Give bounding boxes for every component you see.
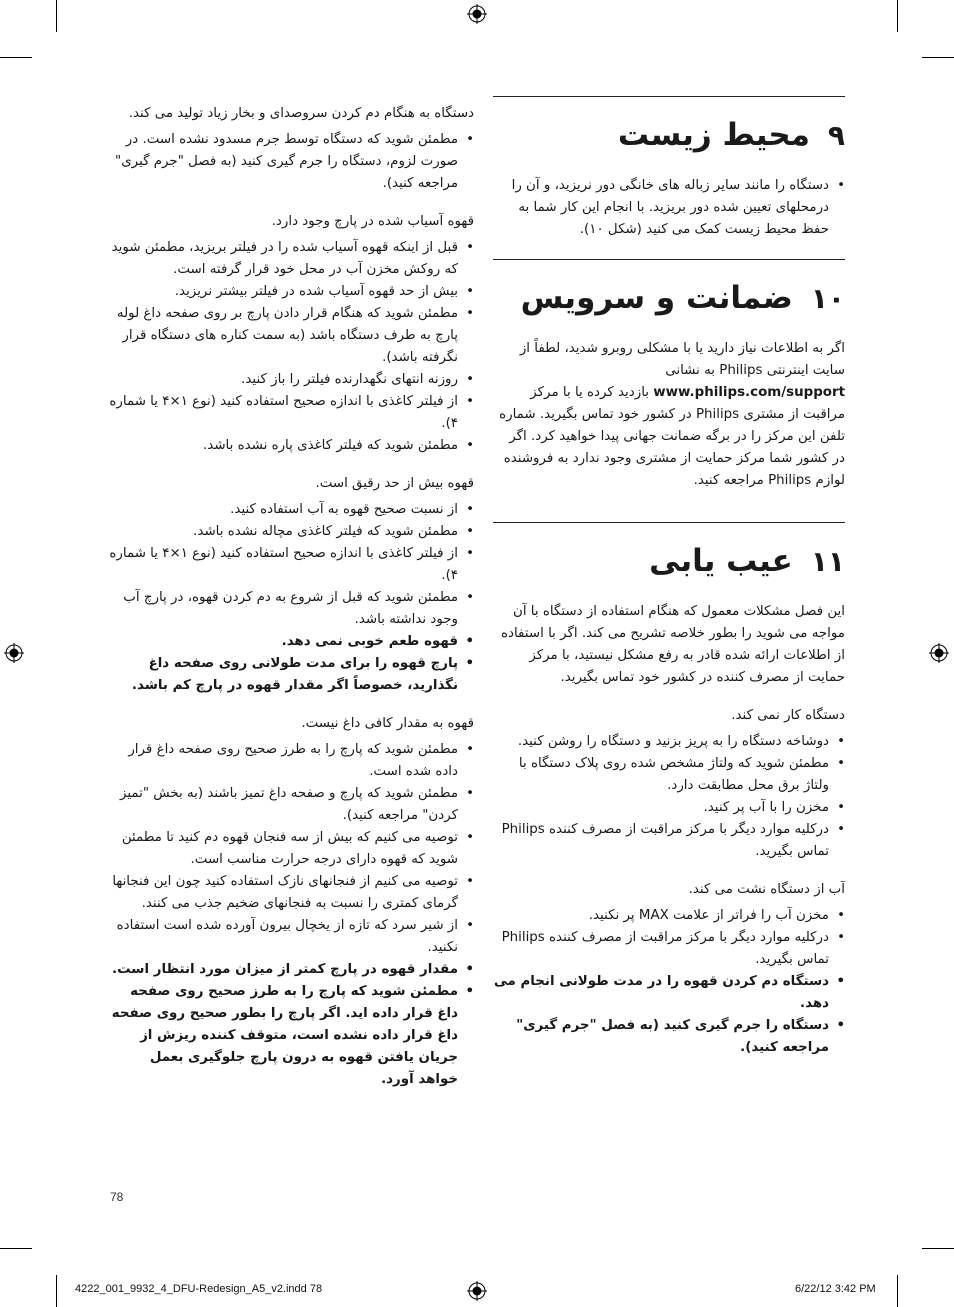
section-number: ۱۱ — [810, 545, 845, 578]
list-item: • مقدار قهوه در پارچ کمتر از میزان مورد انتظار است. — [108, 959, 474, 981]
list-item: • از فیلتر کاغذی با اندازه صحیح استفاده کنید (نوع ۱×۴ یا شماره ۴). — [108, 543, 474, 587]
section-environment — [493, 117, 845, 241]
problem-heading: آب از دستگاه نشت می کند. — [688, 882, 845, 897]
section-heading — [493, 543, 845, 579]
list-item: • درکلیه موارد دیگر با مرکز مراقبت از مصرف کننده Philips تماس بگیرید. — [493, 927, 845, 971]
footer-timestamp: 6/22/12 3:42 PM — [795, 1283, 876, 1295]
problem-heading: دستگاه کار نمی کند. — [731, 708, 845, 723]
section-divider — [493, 259, 845, 260]
list-item: • مطمئن شوید که پارچ و صفحه داغ تمیز باشند (به بخش "تمیز کردن" مراجعه کنید). — [108, 783, 474, 827]
guarantee-text-end: بازدید کرده یا با مرکز مراقبت از مشتری Philips در کشور خود تماس بگیرید. شماره تلفن این مرکز را در برگه ضمانت جهانی پیدا خواهید کرد. اگر در کشور شما مرکز حمایت از مشتری وجود ندارد به فروشنده لوازم Philips مراجعه کنید. — [499, 385, 845, 488]
list-item: • مطمئن شوید که دستگاه توسط جرم مسدود نشده است. در صورت لزوم، دستگاه را جرم گیری کنید (به فصل "جرم گیری" مراجعه کنید). — [108, 129, 474, 195]
solution-list — [493, 731, 845, 863]
section-number: ۱۰ — [810, 282, 845, 315]
solution-list — [108, 237, 474, 457]
list-item: • درکلیه موارد دیگر با مرکز مراقبت از مصرف کننده Philips تماس بگیرید. — [493, 819, 845, 863]
crop-mark — [56, 0, 57, 32]
solution-list — [108, 739, 474, 1091]
list-item: • مخزن آب را فراتر از علامت MAX پر نکنید. — [493, 905, 845, 927]
crop-mark — [897, 0, 898, 32]
section-title: عیب یابی — [649, 543, 793, 579]
list-item: • مطمئن شوید که پارچ را به طرز صحیح روی صفحه داغ قرار داده اید. اگر پارچ را بطور صحیح روی صفحه داغ قرار داده نشده است، متوقف کننده ریزش از جریان یافتن قهوه به درون پارچ جلوگیری بعمل خواهد آورد. — [108, 981, 474, 1091]
section-number: ۹ — [827, 119, 845, 152]
guarantee-paragraph — [493, 338, 845, 492]
list-item: • مطمئن شوید که پارچ را به طرز صحیح روی صفحه داغ قرار داده شده است. — [108, 739, 474, 783]
section-title: ضمانت و سرویس — [520, 280, 793, 316]
footer-filename: 4222_001_9932_4_DFU-Redesign_A5_v2.indd 78 — [75, 1283, 323, 1295]
list-item: • مطمئن شوید که هنگام قرار دادن پارچ بر روی صفحه داغ لوله پارچ به طرف دستگاه باشد (به سمت کناره های دستگاه قرار نگرفته باشد). — [108, 303, 474, 369]
solution-list — [108, 129, 474, 195]
registration-mark-icon — [467, 4, 487, 24]
list-item: • دستگاه دم کردن قهوه را در مدت طولانی انجام می دهد. — [493, 971, 845, 1015]
list-item: • دوشاخه دستگاه را به پریز بزنید و دستگاه را روشن کنید. — [493, 731, 845, 753]
list-item: • مطمئن شوید که ولتاژ مشخص شده روی پلاک دستگاه با ولتاژ برق محل مطابقت دارد. — [493, 753, 845, 797]
section-troubleshooting — [493, 543, 845, 1059]
problem-heading: قهوه آسیاب شده در پارچ وجود دارد. — [271, 214, 474, 229]
crop-mark — [0, 57, 32, 58]
list-item: • توصیه می کنیم که بیش از سه فنجان قهوه دم کنید تا مطمئن شوید که قهوه دارای درجه حرارت مناسب است. — [108, 827, 474, 871]
list-item: • توصیه می کنیم از فنجانهای نازک استفاده کنید چون این فنجانها گرمای کمتری را نسبت به فنجانهای ضخیم جذب می کنند. — [108, 871, 474, 915]
solution-list — [493, 905, 845, 1059]
list-item: • قبل از اینکه قهوه آسیاب شده را در فیلتر بریزید، مطمئن شوید که روکش مخزن آب در محل خود قرار گرفته است. — [108, 237, 474, 281]
list-item: • از فیلتر کاغذی با اندازه صحیح استفاده کنید (نوع ۱×۴ یا شماره ۴). — [108, 391, 474, 435]
section-title: محیط زیست — [617, 117, 810, 153]
crop-mark — [0, 1248, 32, 1249]
troubleshooting-intro: این فصل مشکلات معمول که هنگام استفاده از دستگاه با آن مواجه می شوید را بطور خلاصه تشریح می کند. اگر با استفاده از اطلاعات ارائه شده قادر به رفع مشکل نیستید، با مرکز حمایت از مصرف کننده در کشور خود تماس بگیرید. — [501, 604, 845, 685]
list-item: • روزنه انتهای نگهدارنده فیلتر را باز کنید. — [108, 369, 474, 391]
list-item: • از شیر سرد که تازه از یخچال بیرون آورده شده است استفاده نکنید. — [108, 915, 474, 959]
list-item: • دستگاه را مانند سایر زباله های خانگی دور نریزید، و آن را درمحلهای تعیین شده دور بریزید. با انجام این کار شما به حفظ محیط زیست کمک می کنید (شکل ۱۰). — [493, 175, 845, 241]
registration-mark-icon — [467, 1281, 487, 1301]
right-column — [493, 96, 845, 1077]
problem-heading: قهوه بیش از حد رقیق است. — [315, 476, 474, 491]
crop-mark — [922, 57, 954, 58]
problem-heading: دستگاه به هنگام دم کردن سروصدای و بخار زیاد تولید می کند. — [128, 106, 474, 121]
crop-mark — [897, 1275, 898, 1307]
list-item: • مخزن را با آب پر کنید. — [493, 797, 845, 819]
list-item: • مطمئن شوید که فیلتر کاغذی پاره نشده باشد. — [108, 435, 474, 457]
list-item: • از نسبت صحیح قهوه به آب استفاده کنید. — [108, 499, 474, 521]
list-item: • قهوه طعم خوبی نمی دهد. — [108, 631, 474, 653]
registration-mark-icon — [929, 643, 949, 663]
section-heading — [493, 280, 845, 316]
list-item: • مطمئن شوید که فیلتر کاغذی مچاله نشده باشد. — [108, 521, 474, 543]
solution-list — [108, 499, 474, 697]
left-column — [108, 103, 474, 1103]
crop-mark — [922, 1248, 954, 1249]
page-number: 78 — [110, 1190, 124, 1204]
section-heading — [493, 117, 845, 153]
list-item: • بیش از حد قهوه آسیاب شده در فیلتر بیشتر نریزید. — [108, 281, 474, 303]
list-item: • پارچ قهوه را برای مدت طولانی روی صفحه داغ نگذارید، خصوصاً اگر مقدار قهوه در پارچ کم باشد. — [108, 653, 474, 697]
environment-list — [493, 175, 845, 241]
section-guarantee — [493, 280, 845, 492]
list-item: • دستگاه را جرم گیری کنید (به فصل "جرم گیری" مراجعه کنید). — [493, 1015, 845, 1059]
list-item: • مطمئن شوید که قبل از شروع به دم کردن قهوه، در پارچ آب وجود نداشته باشد. — [108, 587, 474, 631]
guarantee-text-start: اگر به اطلاعات نیاز دارید یا با مشکلی روبرو شدید، لطفاً از سایت اینترنتی Philips به نشانی — [519, 341, 845, 378]
registration-mark-icon — [4, 643, 24, 663]
problem-heading: قهوه به مقدار کافی داغ نیست. — [301, 716, 474, 731]
support-link[interactable]: www.philips.com/support — [653, 385, 845, 400]
crop-mark — [56, 1275, 57, 1307]
section-divider — [493, 96, 845, 97]
section-divider — [493, 522, 845, 523]
